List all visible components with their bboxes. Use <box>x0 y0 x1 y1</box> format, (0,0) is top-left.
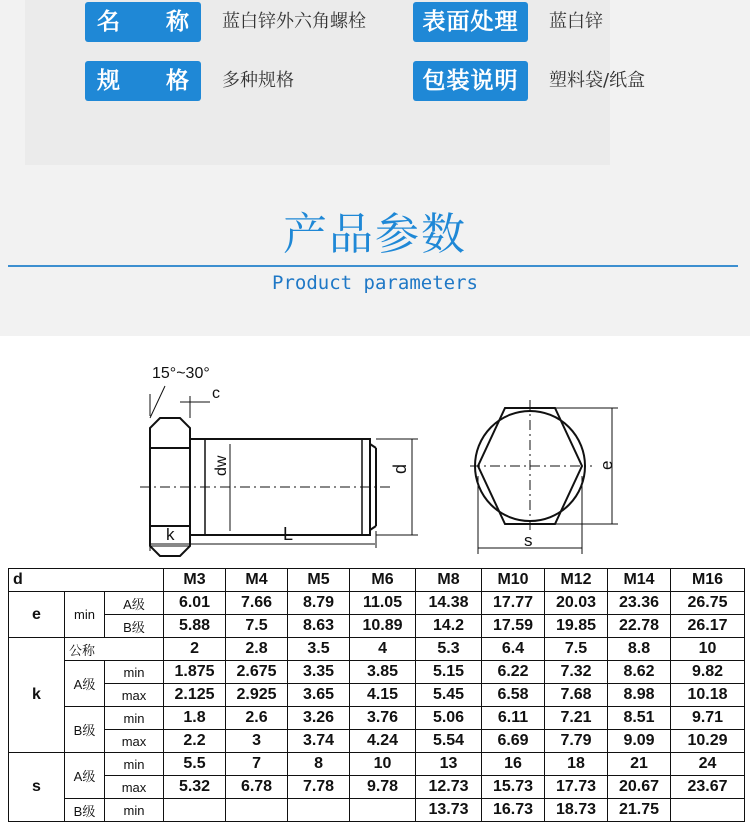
size-cell: M5 <box>288 569 350 592</box>
grade-a-label: A级 <box>105 592 164 615</box>
value-cell: 5.5 <box>164 753 226 776</box>
value-cell: 12.73 <box>416 776 482 799</box>
value-cell: 7.68 <box>545 684 608 707</box>
value-cell <box>164 799 226 822</box>
value-cell: 14.38 <box>416 592 482 615</box>
size-cell: M16 <box>671 569 745 592</box>
name-label-1: 名 <box>97 9 120 35</box>
value-cell: 2.2 <box>164 730 226 753</box>
max-label: max <box>105 730 164 753</box>
value-cell: 8.98 <box>608 684 671 707</box>
name-label-2: 称 <box>166 9 189 35</box>
value-cell: 10.29 <box>671 730 745 753</box>
s-grade-b-label: B级 <box>65 799 105 822</box>
value-cell: 3 <box>226 730 288 753</box>
value-cell: 11.05 <box>350 592 416 615</box>
value-cell: 23.36 <box>608 592 671 615</box>
min-label: min <box>105 661 164 684</box>
value-cell: 17.59 <box>482 615 545 638</box>
value-cell: 6.69 <box>482 730 545 753</box>
value-cell: 18.73 <box>545 799 608 822</box>
max-label: max <box>105 776 164 799</box>
value-cell: 10.18 <box>671 684 745 707</box>
value-cell: 9.09 <box>608 730 671 753</box>
table-row-k-b-min <box>9 707 745 730</box>
size-cell: M12 <box>545 569 608 592</box>
pack-tag: 包装说明 <box>413 61 528 101</box>
value-cell: 21.75 <box>608 799 671 822</box>
e-header: e <box>9 592 65 638</box>
min-label: min <box>105 799 164 822</box>
value-cell: 19.85 <box>545 615 608 638</box>
table-row-d <box>9 569 745 592</box>
value-cell: 10 <box>671 638 745 661</box>
value-cell: 3.35 <box>288 661 350 684</box>
value-cell: 16 <box>482 753 545 776</box>
value-cell: 5.45 <box>416 684 482 707</box>
value-cell: 1.8 <box>164 707 226 730</box>
value-cell: 8.79 <box>288 592 350 615</box>
value-cell: 5.88 <box>164 615 226 638</box>
k-header: k <box>9 638 65 753</box>
value-cell: 20.67 <box>608 776 671 799</box>
section-title: 产品参数 <box>283 209 467 260</box>
value-cell: 8.8 <box>608 638 671 661</box>
value-cell: 17.77 <box>482 592 545 615</box>
value-cell: 1.875 <box>164 661 226 684</box>
table-row-s-a-min <box>9 753 745 776</box>
value-cell: 22.78 <box>608 615 671 638</box>
value-cell: 13 <box>416 753 482 776</box>
size-cell: M4 <box>226 569 288 592</box>
value-cell: 24 <box>671 753 745 776</box>
value-cell: 17.73 <box>545 776 608 799</box>
table-row-k-nominal <box>9 638 745 661</box>
value-cell: 6.78 <box>226 776 288 799</box>
value-cell: 4 <box>350 638 416 661</box>
value-cell: 8.62 <box>608 661 671 684</box>
value-cell: 2 <box>164 638 226 661</box>
s-grade-a-label: A级 <box>65 753 105 799</box>
value-cell: 7.5 <box>545 638 608 661</box>
spec-table <box>8 568 745 822</box>
value-cell: 7 <box>226 753 288 776</box>
value-cell: 2.6 <box>226 707 288 730</box>
spec-tag <box>85 61 201 101</box>
info-section <box>0 0 750 336</box>
value-cell: 9.78 <box>350 776 416 799</box>
surface-value: 蓝白锌 <box>549 11 603 32</box>
name-tag <box>85 2 201 42</box>
value-cell: 2.675 <box>226 661 288 684</box>
d-header: d <box>9 569 164 592</box>
size-cell: M10 <box>482 569 545 592</box>
size-cell: M6 <box>350 569 416 592</box>
value-cell: 4.15 <box>350 684 416 707</box>
value-cell: 23.67 <box>671 776 745 799</box>
parameters-section <box>0 336 750 822</box>
value-cell: 8.51 <box>608 707 671 730</box>
value-cell: 21 <box>608 753 671 776</box>
value-cell: 6.22 <box>482 661 545 684</box>
min-label: min <box>105 753 164 776</box>
name-value: 蓝白锌外六角螺栓 <box>222 11 366 32</box>
value-cell: 2.8 <box>226 638 288 661</box>
d-label: d <box>390 463 410 474</box>
value-cell: 3.5 <box>288 638 350 661</box>
value-cell: 4.24 <box>350 730 416 753</box>
value-cell: 5.54 <box>416 730 482 753</box>
size-cell: M8 <box>416 569 482 592</box>
surface-tag: 表面处理 <box>413 2 528 42</box>
value-cell: 5.3 <box>416 638 482 661</box>
e-label: e <box>597 460 616 470</box>
value-cell: 6.11 <box>482 707 545 730</box>
value-cell <box>671 799 745 822</box>
dw-label: dw <box>213 455 230 476</box>
value-cell: 26.75 <box>671 592 745 615</box>
table-row-s-b-min <box>9 799 745 822</box>
value-cell: 16.73 <box>482 799 545 822</box>
value-cell: 7.5 <box>226 615 288 638</box>
value-cell: 7.21 <box>545 707 608 730</box>
value-cell <box>350 799 416 822</box>
min-label: min <box>105 707 164 730</box>
k-grade-a-label: A级 <box>65 661 105 707</box>
value-cell: 20.03 <box>545 592 608 615</box>
value-cell <box>226 799 288 822</box>
value-cell: 15.73 <box>482 776 545 799</box>
value-cell: 13.73 <box>416 799 482 822</box>
spec-label-2: 格 <box>166 68 189 94</box>
value-cell: 7.32 <box>545 661 608 684</box>
value-cell: 3.74 <box>288 730 350 753</box>
value-cell: 5.32 <box>164 776 226 799</box>
value-cell: 10 <box>350 753 416 776</box>
value-cell: 26.17 <box>671 615 745 638</box>
value-cell <box>288 799 350 822</box>
size-cell: M3 <box>164 569 226 592</box>
value-cell: 5.15 <box>416 661 482 684</box>
k-label: k <box>166 525 175 544</box>
nominal-label: 公称 <box>65 638 164 661</box>
value-cell: 2.925 <box>226 684 288 707</box>
s-header: s <box>9 753 65 822</box>
k-grade-b-label: B级 <box>65 707 105 753</box>
value-cell: 7.78 <box>288 776 350 799</box>
value-cell: 2.125 <box>164 684 226 707</box>
value-cell: 7.79 <box>545 730 608 753</box>
bolt-drawing <box>0 336 750 568</box>
c-label: c <box>212 385 220 402</box>
value-cell: 6.58 <box>482 684 545 707</box>
title-divider <box>8 265 738 267</box>
value-cell: 8 <box>288 753 350 776</box>
table-row-k-b-max <box>9 730 745 753</box>
value-cell: 5.06 <box>416 707 482 730</box>
value-cell: 6.4 <box>482 638 545 661</box>
table-row-e-b <box>9 615 745 638</box>
value-cell: 10.89 <box>350 615 416 638</box>
pack-value: 塑料袋/纸盒 <box>549 70 646 91</box>
value-cell: 7.66 <box>226 592 288 615</box>
L-label: L <box>283 524 294 544</box>
value-cell: 3.85 <box>350 661 416 684</box>
value-cell: 14.2 <box>416 615 482 638</box>
spec-label-1: 规 <box>97 68 120 94</box>
value-cell: 8.63 <box>288 615 350 638</box>
grade-b-label: B级 <box>105 615 164 638</box>
table-row-e-a <box>9 592 745 615</box>
section-subtitle: Product parameters <box>272 272 478 294</box>
size-cell: M14 <box>608 569 671 592</box>
e-min-label: min <box>65 592 105 638</box>
value-cell: 3.76 <box>350 707 416 730</box>
value-cell: 9.82 <box>671 661 745 684</box>
table-row-k-a-max <box>9 684 745 707</box>
value-cell: 3.26 <box>288 707 350 730</box>
table-row-k-a-min <box>9 661 745 684</box>
spec-value: 多种规格 <box>222 70 294 91</box>
value-cell: 3.65 <box>288 684 350 707</box>
value-cell: 9.71 <box>671 707 745 730</box>
value-cell: 18 <box>545 753 608 776</box>
table-row-s-a-max <box>9 776 745 799</box>
s-label: s <box>524 531 533 550</box>
max-label: max <box>105 684 164 707</box>
angle-label: 15°~30° <box>152 365 210 382</box>
value-cell: 6.01 <box>164 592 226 615</box>
